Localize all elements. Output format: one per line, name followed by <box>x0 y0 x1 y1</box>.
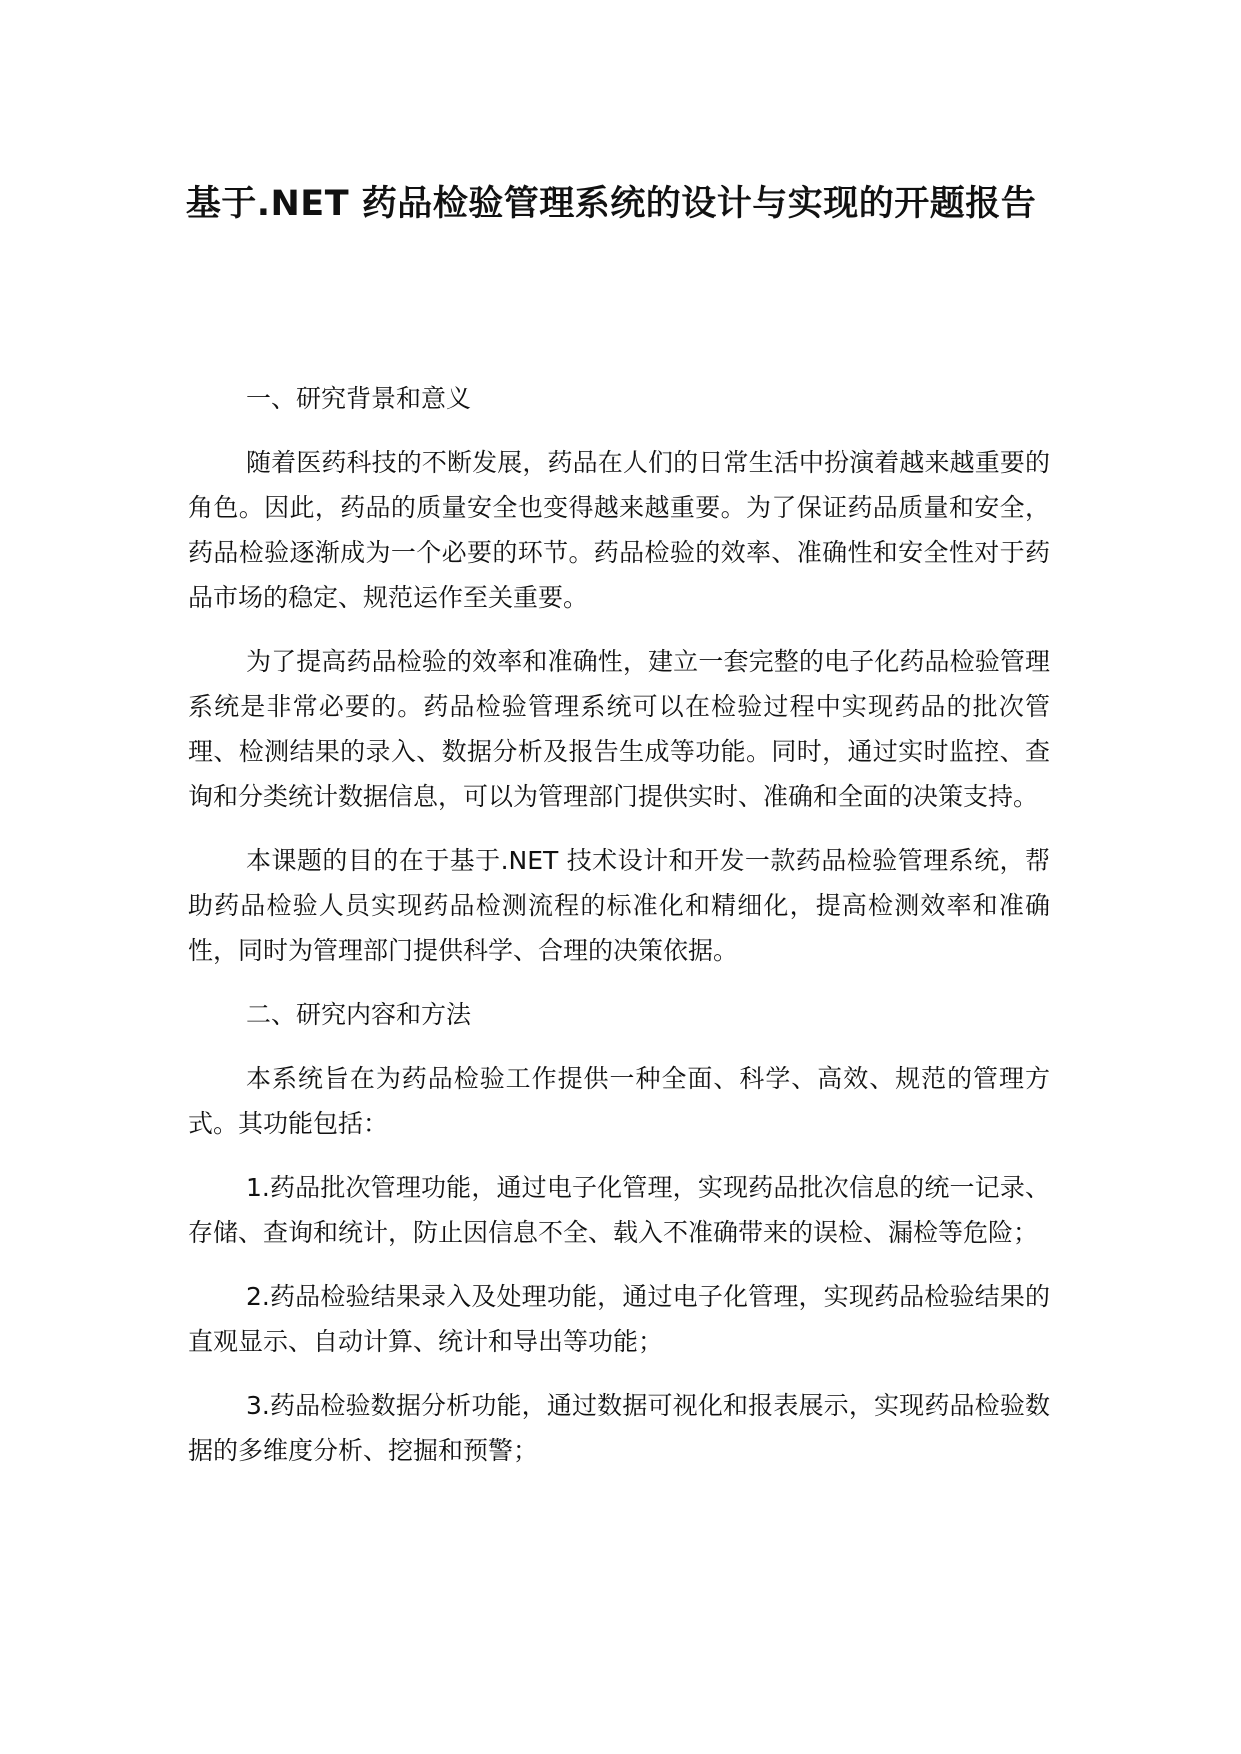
paragraph: 本系统旨在为药品检验工作提供一种全面、科学、高效、规范的管理方式。其功能包括： <box>188 1064 1050 1138</box>
list-item: 1.药品批次管理功能，通过电子化管理，实现药品批次信息的统一记录、存储、查询和统计，防止因信息不全、载入不准确带来的误检、漏检等危险； <box>188 1173 1050 1247</box>
paragraph: 本课题的目的在于基于.NET 技术设计和开发一款药品检验管理系统，帮助药品检验人员实现药品检测流程的标准化和精细化，提高检测效率和准确性，同时为管理部门提供科学、合理的决策依据。 <box>188 846 1050 965</box>
list-item: 3.药品检验数据分析功能，通过数据可视化和报表展示，实现药品检验数据的多维度分析、挖掘和预警； <box>188 1391 1050 1465</box>
list-item: 2.药品检验结果录入及处理功能，通过电子化管理，实现药品检验结果的直观显示、自动计算、统计和导出等功能； <box>188 1282 1050 1356</box>
paragraph: 为了提高药品检验的效率和准确性，建立一套完整的电子化药品检验管理系统是非常必要的。药品检验管理系统可以在检验过程中实现药品的批次管理、检测结果的录入、数据分析及报告生成等功能。同时，通过实时监控、查询和分类统计数据信息，可以为管理部门提供实时、准确和全面的决策支持。 <box>188 647 1050 811</box>
paragraph: 随着医药科技的不断发展，药品在人们的日常生活中扮演着越来越重要的角色。因此，药品的质量安全也变得越来越重要。为了保证药品质量和安全，药品检验逐渐成为一个必要的环节。药品检验的效率、准确性和安全性对于药品市场的稳定、规范运作至关重要。 <box>188 448 1050 612</box>
document-body <box>188 376 1050 1492</box>
section-heading-content-methods: 二、研究内容和方法 <box>246 1000 472 1029</box>
document-title: 基于.NET 药品检验管理系统的设计与实现的开题报告 <box>185 184 1037 224</box>
section-heading-background: 一、研究背景和意义 <box>246 384 472 413</box>
